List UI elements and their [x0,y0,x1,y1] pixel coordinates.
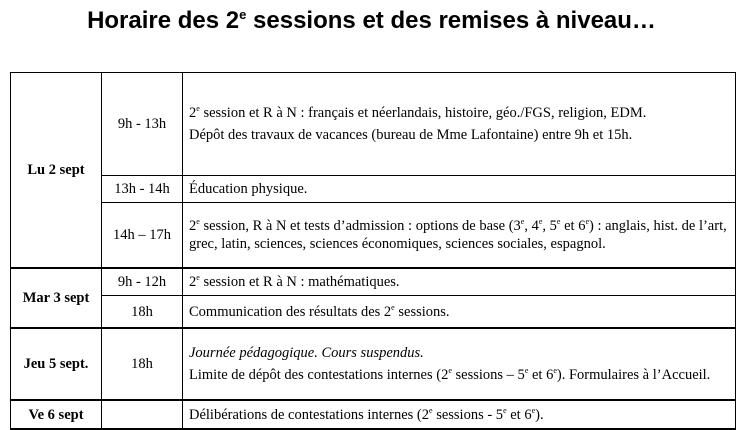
description-cell: Communication des résultats des 2e sessions. [183,296,736,329]
description-cell: Journée pédagogique. Cours suspendus. Limite de dépôt des contestations internes (2e sessions – 5e et 6e). Formulaires à l’Accueil. [183,328,736,400]
time-cell: 9h - 12h [102,268,183,296]
description-cell: Éducation physique. [183,176,736,203]
time-cell: 14h – 17h [102,203,183,269]
time-cell: 18h [102,296,183,329]
table-row [11,203,736,269]
table-row [11,268,736,296]
time-cell: 9h - 13h [102,73,183,176]
description-cell: 2e session et R à N : mathématiques. [183,268,736,296]
schedule-table [10,72,736,430]
table-row [11,296,736,329]
page-title: Horaire des 2e sessions et des remises à niveau… [87,7,656,34]
description-cell: Délibérations de contestations internes (2e sessions - 5e et 6e). [183,400,736,429]
description-cell: 2e session et R à N : français et néerlandais, histoire, géo./FGS, religion, EDM. Dépôt des travaux de vacances (bureau de Mme Lafontaine) entre 9h et 15h. [183,73,736,176]
table-row [11,176,736,203]
time-cell: 18h [102,328,183,400]
day-cell: Jeu 5 sept. [11,328,102,400]
table-row [11,73,736,176]
time-cell: 13h - 14h [102,176,183,203]
description-cell: 2e session, R à N et tests d’admission : options de base (3e, 4e, 5e et 6e) : anglais, hist. de l’art, grec, latin, sciences, sciences économiques, sciences sociales, espagnol. [183,203,736,269]
day-cell: Ve 6 sept [11,400,102,429]
day-cell: Lu 2 sept [11,73,102,269]
table-row [11,328,736,400]
day-cell: Mar 3 sept [11,268,102,328]
